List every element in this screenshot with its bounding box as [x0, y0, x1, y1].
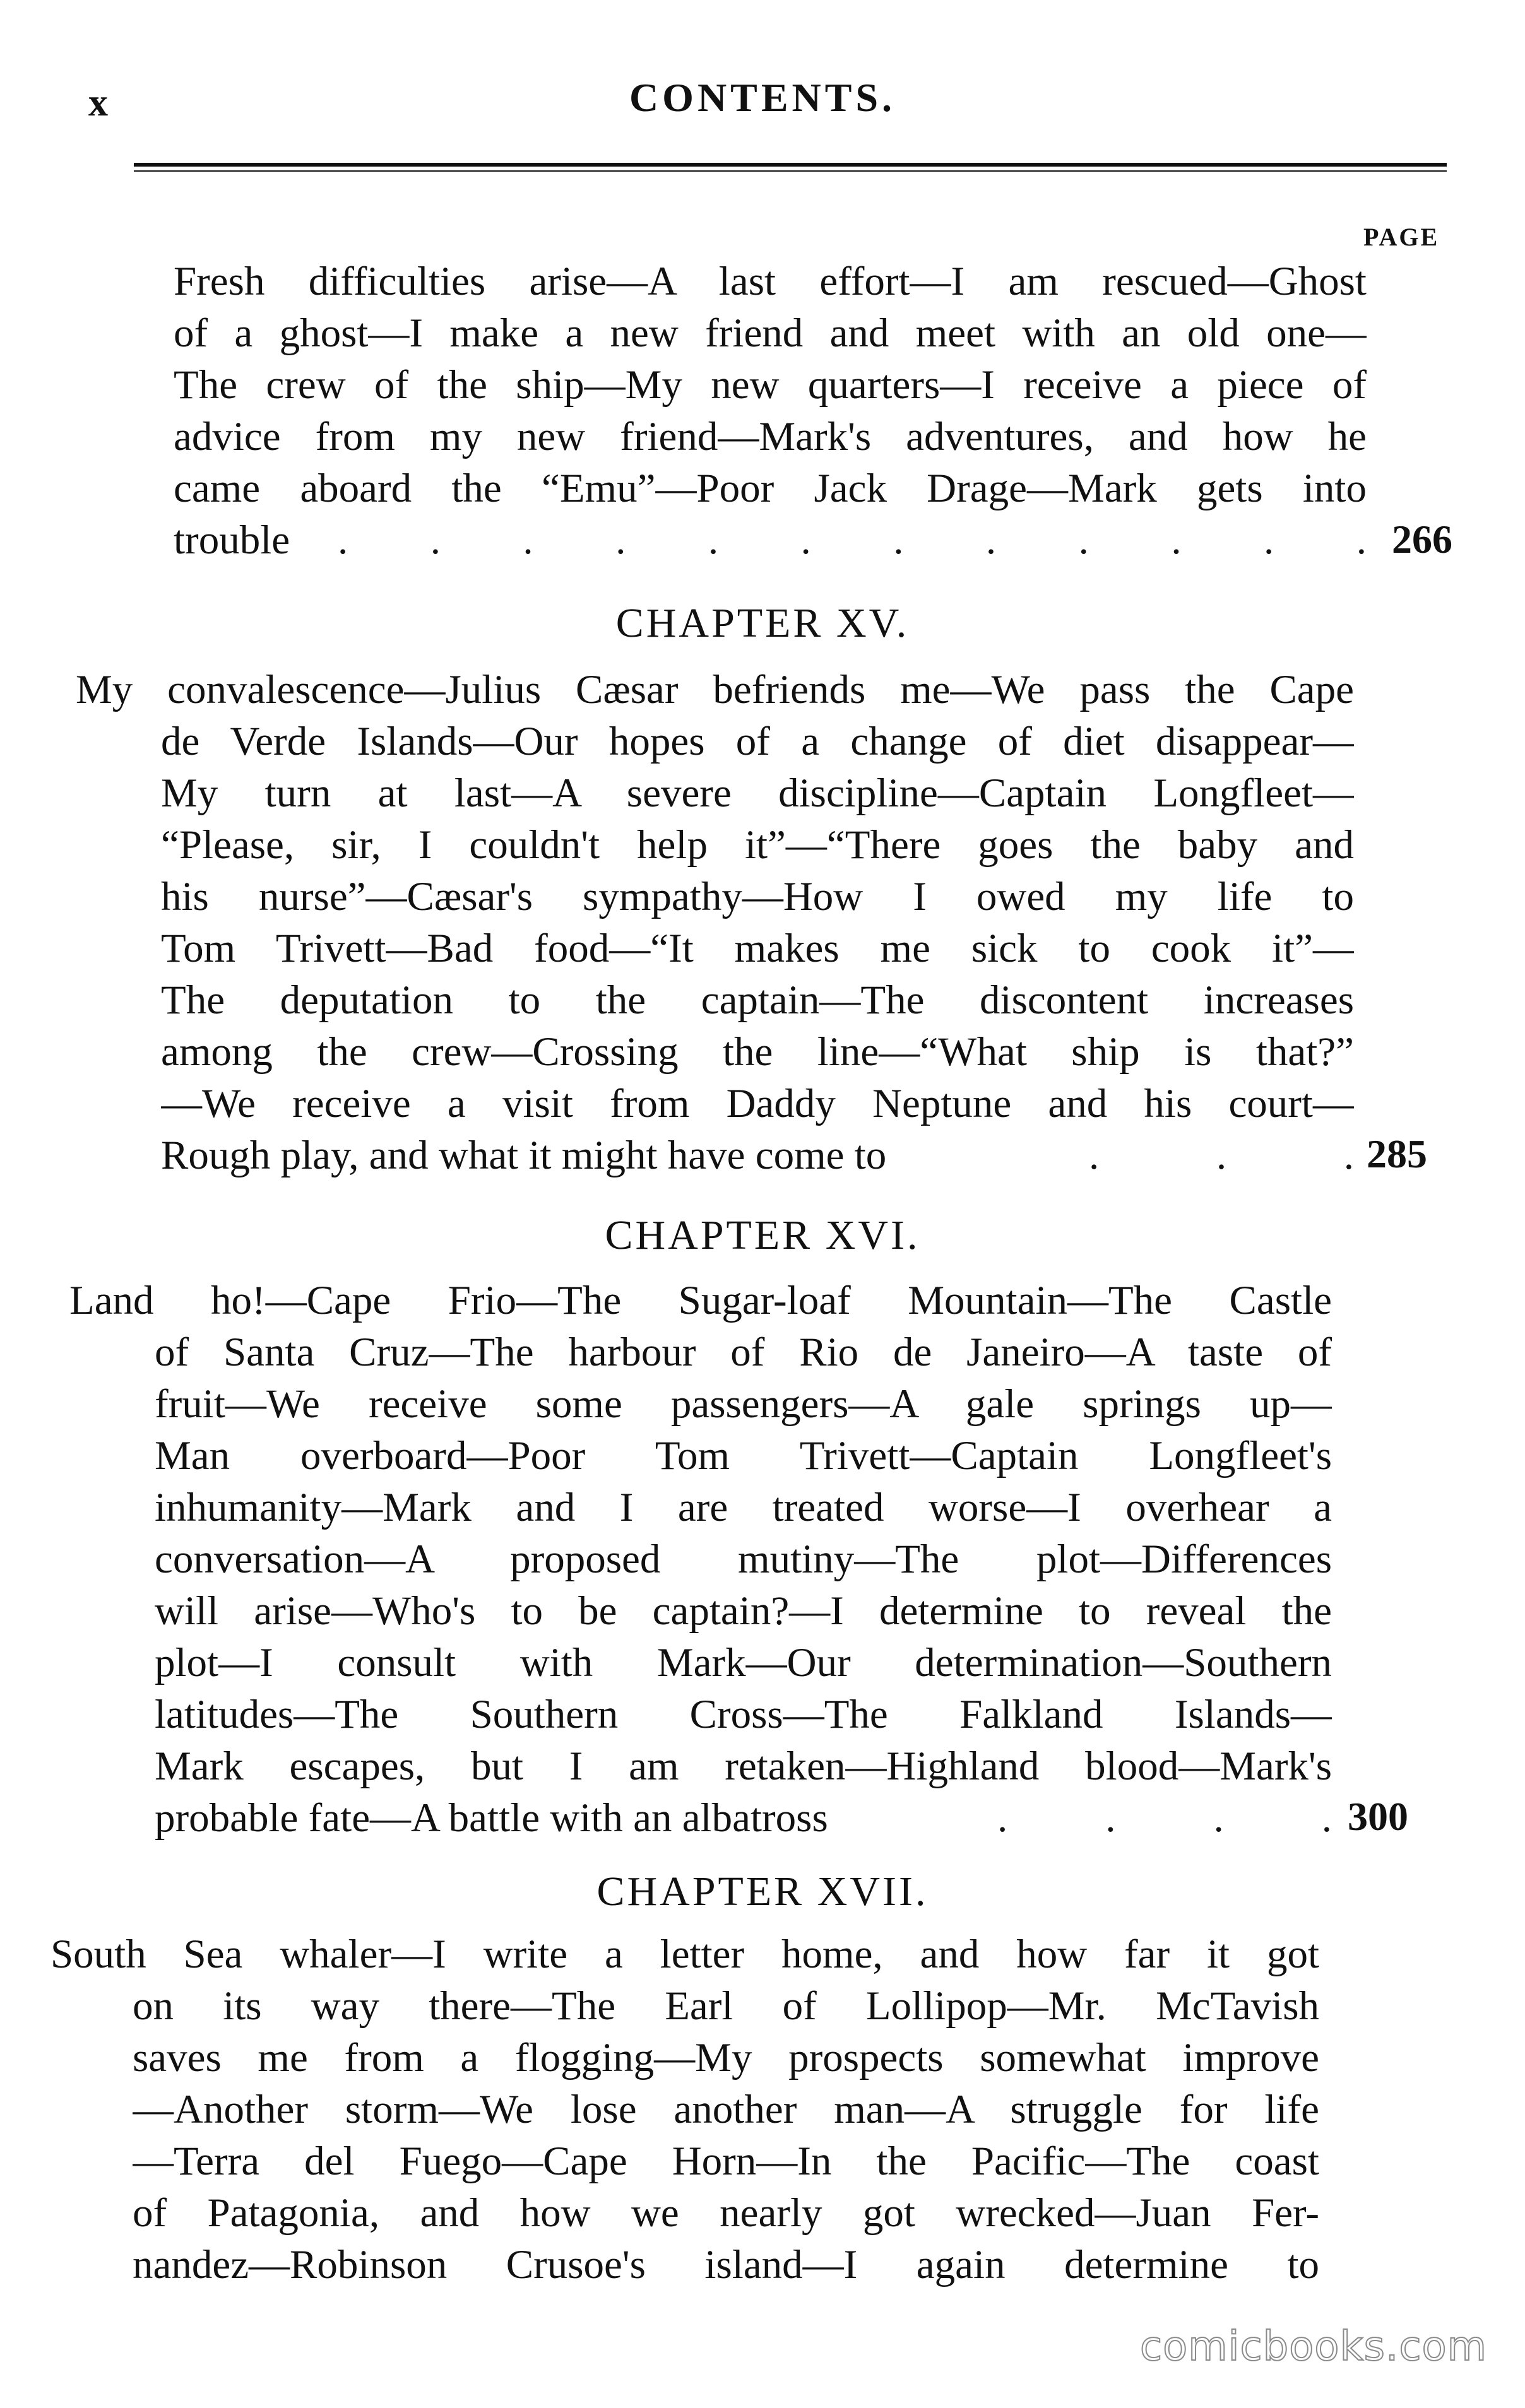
- entry-line: on its way there—The Earl of Lollipop—Mr. McTavish: [133, 1983, 1319, 2029]
- dot-leaders: . . . .: [997, 1795, 1332, 1841]
- page-column-label: PAGE: [1363, 223, 1440, 251]
- entry-last-line: [155, 1792, 1332, 1844]
- entry-line: Land ho!—Cape Frio—The Sugar-loaf Mountain—The Castle: [69, 1278, 1332, 1323]
- header-rule-thin: [134, 170, 1447, 172]
- entry-line: My turn at last—A severe discipline—Captain Longfleet—: [161, 770, 1354, 816]
- toc-entry-chapter-xv: [76, 664, 1354, 1181]
- entry-line: Man overboard—Poor Tom Trivett—Captain Longfleet's: [155, 1433, 1332, 1478]
- entry-line: My convalescence—Julius Cæsar befriends me—We pass the Cape: [76, 667, 1354, 712]
- entry-line: came aboard the “Emu”—Poor Jack Drage—Mark gets into: [174, 466, 1367, 511]
- toc-entry-chapter-xvii: [50, 1928, 1319, 2291]
- watermark-text: comicbooks.com: [1139, 2323, 1487, 2370]
- entry-line: among the crew—Crossing the line—“What ship is that?”: [161, 1029, 1354, 1075]
- entry-line: conversation—A proposed mutiny—The plot—Differences: [155, 1537, 1332, 1582]
- entry-line: nandez—Robinson Crusoe's island—I again determine to: [133, 2242, 1319, 2287]
- entry-line: will arise—Who's to be captain?—I determine to reveal the: [155, 1588, 1332, 1634]
- entry-line: The crew of the ship—My new quarters—I receive a piece of: [174, 362, 1367, 408]
- entry-line: advice from my new friend—Mark's adventures, and how he: [174, 414, 1367, 459]
- entry-line: trouble: [174, 517, 290, 563]
- entry-line: —We receive a visit from Daddy Neptune and his court—: [161, 1081, 1354, 1126]
- dot-leaders: . . . . . . . . . . . .: [338, 517, 1367, 563]
- entry-line: saves me from a flogging—My prospects somewhat improve: [133, 2035, 1319, 2080]
- entry-line: The deputation to the captain—The discontent increases: [161, 977, 1354, 1023]
- entry-line: inhumanity—Mark and I are treated worse—I overhear a: [155, 1485, 1332, 1530]
- page-title: CONTENTS.: [629, 75, 896, 120]
- entry-line: of a ghost—I make a new friend and meet with an old one—: [174, 310, 1367, 356]
- entry-line: South Sea whaler—I write a letter home, and how far it got: [50, 1932, 1319, 1977]
- entry-line: Mark escapes, but I am retaken—Highland blood—Mark's: [155, 1744, 1332, 1789]
- header-rule: [134, 163, 1447, 167]
- toc-entry-chapter-xvi: [69, 1275, 1332, 1844]
- page-number: 266: [1392, 517, 1452, 562]
- entry-line: Rough play, and what it might have come to: [161, 1133, 887, 1178]
- entry-line: Tom Trivett—Bad food—“It makes me sick to cook it”—: [161, 926, 1354, 971]
- dot-leaders: . . .: [1089, 1133, 1354, 1178]
- page-number: 285: [1367, 1131, 1427, 1176]
- entry-line: latitudes—The Southern Cross—The Falkland Islands—: [155, 1692, 1332, 1737]
- entry-line: of Santa Cruz—The harbour of Rio de Janeiro—A taste of: [155, 1330, 1332, 1375]
- entry-line: de Verde Islands—Our hopes of a change of diet disappear—: [161, 719, 1354, 764]
- entry-line: his nurse”—Cæsar's sympathy—How I owed my life to: [161, 874, 1354, 919]
- entry-line: —Terra del Fuego—Cape Horn—In the Pacific—The coast: [133, 2139, 1319, 2184]
- entry-line: fruit—We receive some passengers—A gale springs up—: [155, 1381, 1332, 1427]
- chapter-heading: CHAPTER XV.: [615, 600, 910, 646]
- entry-last-line: [161, 1130, 1354, 1181]
- entry-line: —Another storm—We lose another man—A struggle for life: [133, 2087, 1319, 2132]
- toc-entry-chapter-xiv: [174, 256, 1367, 566]
- chapter-heading: CHAPTER XVI.: [605, 1212, 920, 1258]
- chapter-heading: CHAPTER XVII.: [596, 1868, 929, 1915]
- entry-line: “Please, sir, I couldn't help it”—“There goes the baby and: [161, 822, 1354, 868]
- page-number: 300: [1348, 1794, 1408, 1839]
- entry-line: probable fate—A battle with an albatross: [155, 1795, 828, 1841]
- entry-line: plot—I consult with Mark—Our determination—Southern: [155, 1640, 1332, 1685]
- running-header: [0, 74, 1525, 131]
- entry-line: of Patagonia, and how we nearly got wrecked—Juan Fer-: [133, 2190, 1319, 2236]
- folio-number: x: [88, 81, 108, 124]
- entry-last-line: [174, 514, 1367, 566]
- entry-line: Fresh difficulties arise—A last effort—I am rescued—Ghost: [174, 259, 1367, 304]
